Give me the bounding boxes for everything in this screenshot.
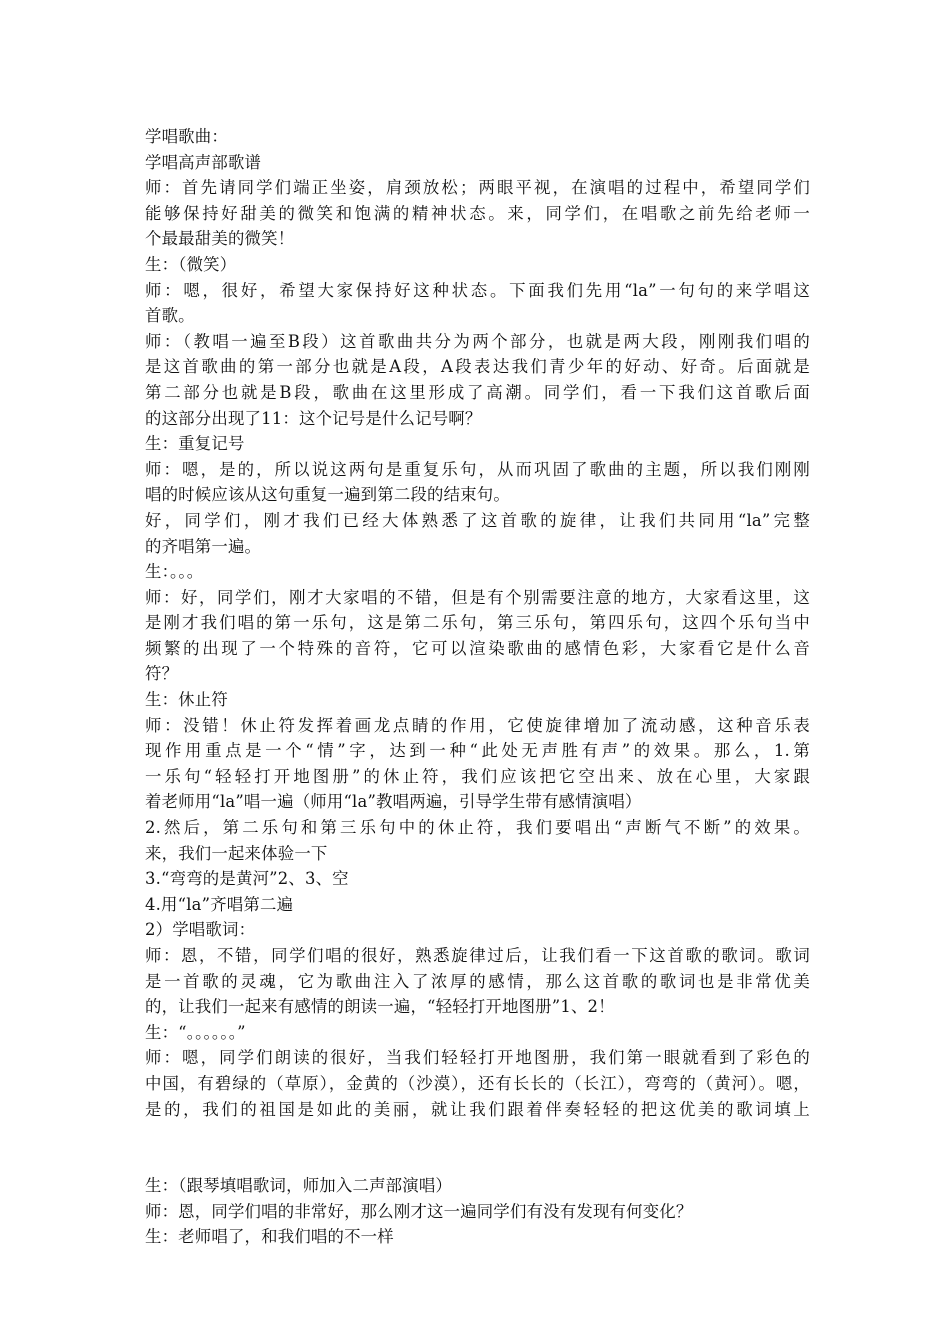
text-line: 师：嗯，很好，希望大家保持好这种状态。下面我们先用“la”一句句的来学唱这: [145, 280, 810, 300]
text-line: 首歌。: [145, 306, 195, 326]
text-line: 着老师用“la”唱一遍（师用“la”教唱两遍，引导学生带有感情演唱）: [145, 792, 642, 812]
subsection-heading: 学唱高声部歌谱: [145, 152, 262, 172]
text-line: 4.用“la”齐唱第二遍: [145, 894, 294, 914]
text-line: 中国，有碧绿的（草原），金黄的（沙漠），还有长长的（长江），弯弯的（黄河）。嗯，: [145, 1073, 810, 1093]
text-line: 频繁的出现了一个特殊的音符，它可以渲染歌曲的感情色彩，大家看它是什么音: [145, 638, 810, 658]
text-line: 个最最甜美的微笑！: [145, 229, 295, 249]
text-line: 现作用重点是一个“情”字，达到一种“此处无声胜有声”的效果。那么，1.第: [145, 741, 810, 761]
text-line: 生：。。。: [145, 562, 204, 582]
text-line: 的，让我们一起来有感情的朗读一遍，“轻轻打开地图册”1、2！: [145, 997, 615, 1017]
text-line: 是刚才我们唱的第一乐句，这是第二乐句，第三乐句，第四乐句，这四个乐句当中: [145, 613, 810, 633]
text-line: 师：好，同学们，刚才大家唱的不错，但是有个别需要注意的地方，大家看这里，这: [145, 587, 810, 607]
text-line: 来，我们一起来体验一下: [145, 843, 328, 863]
text-line: 2.然后，第二乐句和第三乐句中的休止符，我们要唱出“声断气不断”的效果。: [145, 818, 810, 838]
text-line: 第二部分也就是B段，歌曲在这里形成了高潮。同学们，看一下我们这首歌后面: [145, 382, 810, 402]
text-line: 师：嗯，是的，所以说这两句是重复乐句，从而巩固了歌曲的主题，所以我们刚刚: [145, 459, 810, 479]
text-line: 3.“弯弯的是黄河”2、3、空: [145, 869, 349, 889]
text-line: 唱的时候应该从这句重复一遍到第二段的结束句。: [145, 485, 510, 505]
text-line: 的齐唱第一遍。: [145, 536, 262, 556]
text-line: 生：重复记号: [145, 434, 245, 454]
text-line: 是的，我们的祖国是如此的美丽，就让我们跟着伴奏轻轻的把这优美的歌词填上: [145, 1099, 810, 1119]
blank-line: [145, 1122, 810, 1173]
text-line: 师：首先请同学们端正坐姿，肩颈放松；两眼平视，在演唱的过程中，希望同学们: [145, 178, 810, 198]
text-line: 好，同学们，刚才我们已经大体熟悉了这首歌的旋律，让我们共同用“la”完整: [145, 510, 810, 530]
text-line: 生：休止符: [145, 690, 228, 710]
text-line: 一乐句“轻轻打开地图册”的休止符，我们应该把它空出来、放在心里，大家跟: [145, 766, 810, 786]
text-line: 师：（教唱一遍至B段）这首歌曲共分为两个部分，也就是两大段，刚刚我们唱的: [145, 331, 810, 351]
text-line: 师：恩，同学们唱的非常好，那么刚才这一遍同学们有没有发现有何变化？: [145, 1201, 693, 1221]
text-line: 的这部分出现了11：这个记号是什么记号啊？: [145, 408, 482, 428]
text-line: 生：（微笑）: [145, 254, 237, 274]
text-line: 生：老师唱了，和我们唱的不一样: [145, 1227, 394, 1247]
text-line: 师：恩，不错，同学们唱的很好，熟悉旋律过后，让我们看一下这首歌的歌词。歌词: [145, 946, 810, 965]
section-heading: 学唱歌曲：: [145, 127, 228, 146]
text-line: 师：没错！休止符发挥着画龙点睛的作用，它使旋律增加了流动感，这种音乐表: [145, 715, 810, 735]
subsection-heading: 2）学唱歌词：: [145, 920, 256, 940]
document-body: [145, 124, 810, 1250]
text-line: 是一首歌的灵魂，它为歌曲注入了浓厚的感情，那么这首歌的歌词也是非常优美: [145, 971, 810, 991]
text-line: 是这首歌曲的第一部分也就是A段，A段表达我们青少年的好动、好奇。后面就是: [145, 357, 810, 377]
text-line: 生：“。。。。。。”: [145, 1022, 246, 1042]
text-line: 生：（跟琴填唱歌词，师加入二声部演唱）: [145, 1176, 453, 1196]
text-line: 师：嗯，同学们朗读的很好，当我们轻轻打开地图册，我们第一眼就看到了彩色的: [145, 1048, 810, 1068]
text-line: 能够保持好甜美的微笑和饱满的精神状态。来，同学们，在唱歌之前先给老师一: [145, 203, 810, 223]
text-line: 符？: [145, 664, 179, 684]
